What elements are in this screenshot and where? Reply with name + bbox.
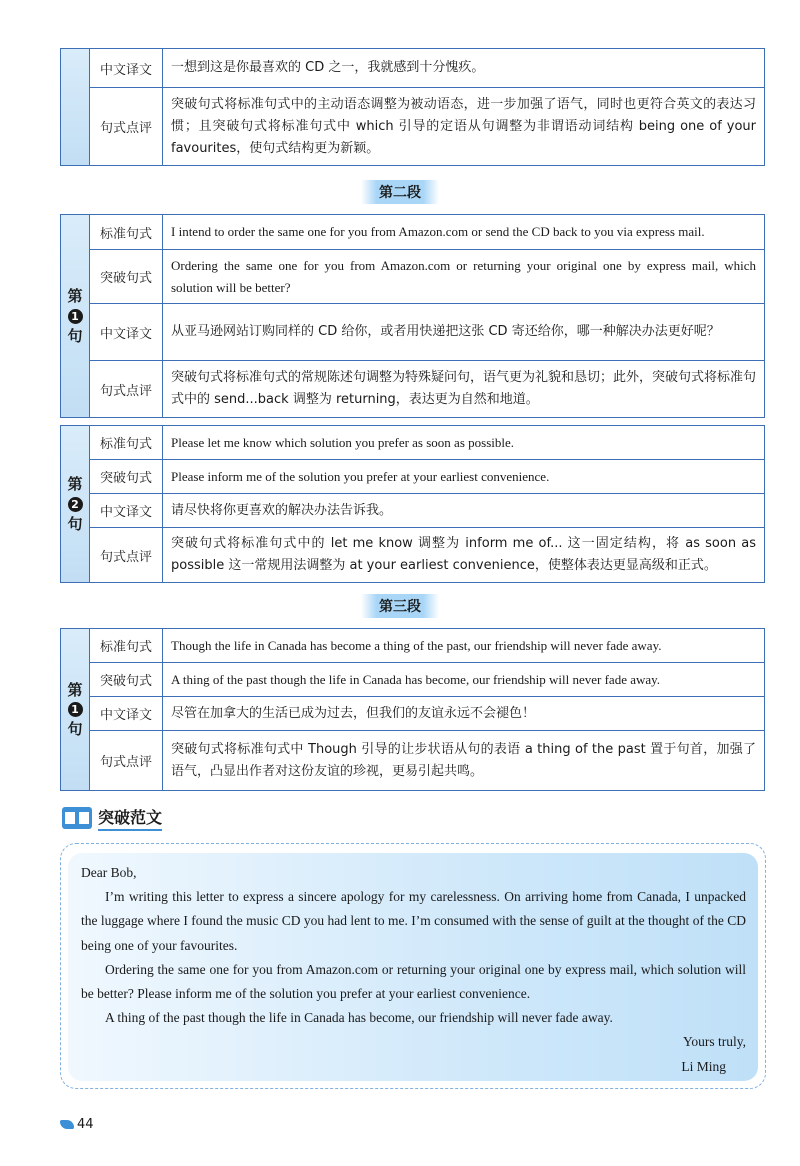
row-label: 中文译文 xyxy=(90,304,163,360)
section-title-text: 第二段 xyxy=(361,180,439,204)
row-label: 中文译文 xyxy=(90,494,163,527)
side-char: 句 xyxy=(67,326,83,345)
row-label: 突破句式 xyxy=(90,460,163,493)
row-text: 突破句式将标准句式中的 let me know 调整为 inform me of... 这一固定结构，将 as soon as possible 这一常规用法调整为 at your earliest convenience，使整体表达更显高级和正式。 xyxy=(171,536,756,573)
sentence-table-3 xyxy=(60,628,765,791)
row-text: 突破句式将标准句式中的主动语态调整为被动语态，进一步加强了语气，同时也更符合英文的表达习惯；且突破句式将标准句式中 which 引导的定语从句调整为非谓语动词结构 being one of your favourites，使句式结构更为新颖。 xyxy=(171,96,756,156)
side-char: 第 xyxy=(67,475,83,494)
row-text: Please inform me of the solution you prefer at your earliest convenience. xyxy=(171,468,550,484)
row-label: 句式点评 xyxy=(90,88,163,165)
table-side-label xyxy=(61,49,90,165)
table-row xyxy=(90,527,764,582)
row-text: 尽管在加拿大的生活已成为过去，但我们的友谊永远不会褪色！ xyxy=(171,705,536,721)
section-title-text: 第三段 xyxy=(361,594,439,618)
row-text: I intend to order the same one for you from Amazon.com or send the CD back to you via express mail. xyxy=(171,224,705,239)
row-text: 突破句式将标准句式中 Though 引导的让步状语从句的表语 a thing of the past 置于句首，加强了语气，凸显出作者对这份友谊的珍视，更易引起共鸣。 xyxy=(171,741,756,779)
row-label: 中文译文 xyxy=(90,697,163,730)
table-row xyxy=(90,49,764,87)
row-label: 句式点评 xyxy=(90,528,163,582)
row-label: 突破句式 xyxy=(90,250,163,303)
sentence-number-badge: 2 xyxy=(68,497,83,512)
pen-icon xyxy=(60,1120,74,1129)
table-row xyxy=(90,215,764,249)
table-row xyxy=(90,662,764,696)
table-row xyxy=(90,459,764,493)
row-text: 一想到这是你最喜欢的 CD 之一，我就感到十分愧疚。 xyxy=(171,60,485,75)
table-row xyxy=(90,360,764,417)
sentence-table-2 xyxy=(60,425,765,583)
table-side-label xyxy=(61,629,90,790)
letter-paragraph: Ordering the same one for you from Amazon.com or returning your original one by express mail, which solution will be better? Please inform me of the solution you prefer at your earliest convenience. xyxy=(81,961,746,1002)
table-row xyxy=(90,629,764,662)
sentence-number-badge: 1 xyxy=(68,702,83,717)
row-text: 突破句式将标准句式的常规陈述句调整为特殊疑问句，语气更为礼貌和恳切；此外，突破句式将标准句式中的 send...back 调整为 returning，表达更为自然和地道。 xyxy=(171,370,757,407)
sentence-number-badge: 1 xyxy=(68,309,83,324)
row-text: Ordering the same one for you from Amazon.com or returning your original one by express mail, which solution will be better? xyxy=(171,257,756,295)
table-row xyxy=(90,696,764,730)
side-char: 句 xyxy=(67,720,83,738)
table-row xyxy=(90,426,764,459)
letter-paragraph: I’m writing this letter to express a sincere apology for my carelessness. On arriving home from Canada, I unpacked the luggage where I found the music CD you had lent to me. I’m consumed with the sense of guilt at the thought of the CD being one of your favourites. xyxy=(81,889,746,953)
section-title xyxy=(0,594,800,618)
letter-signature: Li Ming xyxy=(681,1058,726,1074)
side-char: 句 xyxy=(67,514,83,533)
section-title xyxy=(0,180,800,204)
page-number xyxy=(60,1117,94,1132)
row-label: 中文译文 xyxy=(90,49,163,87)
model-essay-heading xyxy=(62,805,162,831)
letter-closing: Yours truly, xyxy=(682,1034,746,1050)
row-label: 句式点评 xyxy=(90,361,163,417)
row-text: A thing of the past though the life in Canada has become, our friendship will never fade away. xyxy=(171,671,661,687)
table-row xyxy=(90,303,764,360)
sentence-table-1 xyxy=(60,214,765,418)
table-row xyxy=(90,87,764,165)
page-number-text: 44 xyxy=(77,1117,94,1132)
model-essay-heading-text: 突破范文 xyxy=(98,805,162,831)
table-side-label xyxy=(61,426,90,582)
letter-greeting: Dear Bob, xyxy=(81,865,137,880)
row-text: 从亚马逊网站订购同样的 CD 给你，或者用快递把这张 CD 寄还给你，哪一种解决办法更好呢？ xyxy=(171,324,720,339)
table-row xyxy=(90,493,764,527)
row-text: Please let me know which solution you prefer as soon as possible. xyxy=(171,434,514,450)
sentence-table-continued xyxy=(60,48,765,166)
row-text: Though the life in Canada has become a thing of the past, our friendship will never fade away. xyxy=(171,637,662,653)
model-letter xyxy=(68,853,758,1081)
side-char: 第 xyxy=(67,287,83,306)
book-icon xyxy=(62,807,92,829)
row-label: 句式点评 xyxy=(90,731,163,790)
table-row xyxy=(90,730,764,790)
table-row xyxy=(90,249,764,303)
letter-paragraph: A thing of the past though the life in Canada has become, our friendship will never fade away. xyxy=(105,1010,613,1026)
row-label: 标准句式 xyxy=(90,215,163,249)
row-label: 标准句式 xyxy=(90,426,163,459)
side-char: 第 xyxy=(67,680,83,699)
row-label: 突破句式 xyxy=(90,663,163,696)
row-label: 标准句式 xyxy=(90,629,163,662)
row-text: 请尽快将你更喜欢的解决办法告诉我。 xyxy=(171,502,393,518)
table-side-label xyxy=(61,215,90,417)
